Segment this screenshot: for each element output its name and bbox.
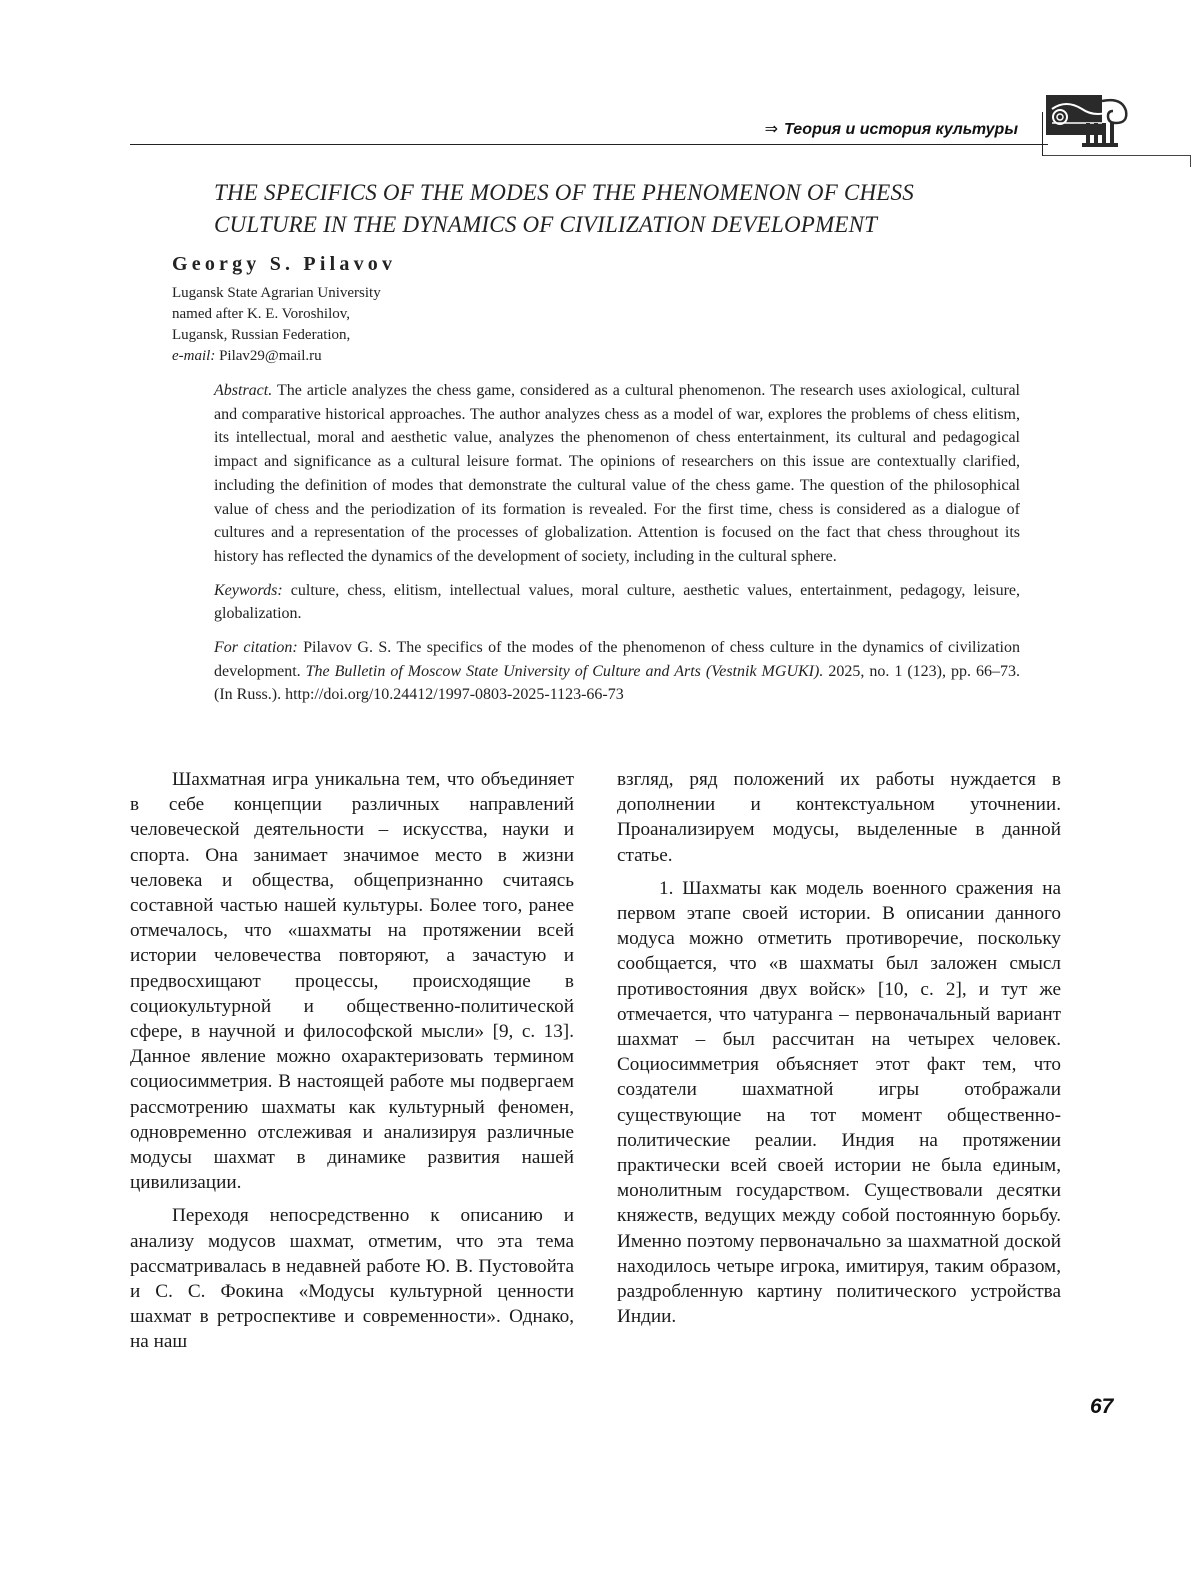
arrow-icon: ⇒ — [764, 121, 779, 138]
citation-text: Pilavov G. S. The specifics of the modes of the phenomenon of chess culture in the dynamics of civilization development. — [214, 639, 1020, 680]
keywords-text: culture, chess, elitism, intellectual values, moral culture, aesthetic values, entertainment, pedagogy, leisure, globalization. — [214, 581, 1020, 623]
header-rule-extension — [1043, 155, 1191, 156]
abstract-paragraph — [214, 379, 1020, 569]
body-paragraph: взгляд, ряд положений их работы нуждается в дополнении и контекстуальном уточнении. Проанализируем модусы, выделенные в данной статье. — [617, 769, 1061, 866]
author-affiliation — [172, 283, 572, 367]
title-line-2: CULTURE IN THE DYNAMICS OF CIVILIZATION DEVELOPMENT — [214, 212, 878, 237]
affiliation-line-2: named after K. E. Voroshilov, — [172, 306, 351, 322]
header-rule-tick — [1190, 155, 1191, 167]
section-label: Теория и история культуры — [784, 121, 1018, 138]
email-line — [172, 346, 572, 367]
article-title — [214, 177, 1034, 241]
body-column-left — [130, 767, 574, 1363]
body-column-right — [617, 767, 1061, 1337]
citation-tail: 2025, no. 1 (123), pp. 66–73. (In Russ.). http://doi.org/10.24412/1997-0803-2025-1123-66-73 — [214, 662, 1021, 704]
section-title — [765, 119, 1018, 139]
body-paragraph: 1. Шахматы как модель военного сражения на первом этапе своей истории. В описании данного модуса можно отметить противоречие, поскольку сообщается, что «в шахматы был заложен смысл противостояния двух войск» [10, с. 2], и тут же отмечается, что чатуранга – первоначальный вариант шахмат – был рассчитан на четырех человек. Социосимметрия объясняет этот факт тем, что создатели шахматной игры отображали существующие на тот момент общественно-политические реалии. Индия на протяжении практически всей своей истории не была единым, монолитным государством. Существовали десятки княжеств, ведущих между собой постоянную борьбу. Именно поэтому первоначально за шахматной доской находилось четыре игрока, имитируя, таким образом, раздробленную картину политического устройства Индии. — [617, 877, 1061, 1328]
ionic-column-capital-icon — [1042, 93, 1130, 155]
affiliation-line-1: Lugansk State Agrarian University — [172, 285, 381, 301]
running-header — [130, 110, 1048, 145]
keywords-label: Keywords: — [214, 581, 283, 599]
author-name: Georgy S. Pilavov — [172, 253, 397, 275]
body-paragraph: Шахматная игра уникальна тем, что объединяет в себе концепции различных направлений человеческой деятельности – искусства, науки и спорта. Она занимает значимое место в жизни человека и общества, общепризнанно считаясь составной частью нашей культуры. Более того, ранее отмечалось, что «шахматы на протяжении всей истории человечества повторяют, а зачастую и предвосхищают процессы, происходящие в социокультурной и общественно-политической сфере, в научной и философской мысли» [9, с. 13]. Данное явление можно охарактеризовать термином социосимметрия. В настоящей работе мы подвергаем рассмотрению шахматы как культурный феномен, одновременно отслеживая и анализируя различные модусы шахмат в динамике развития нашей цивилизации. — [130, 769, 574, 1194]
email-address[interactable]: Pilav29@mail.ru — [219, 348, 322, 364]
body-paragraph: Переходя непосредственно к описанию и анализу модусов шахмат, отметим, что эта тема рассматривалась в недавней работе Ю. В. Пустовойта и С. С. Фокина «Модусы культурной ценности шахмат в ретроспективе и современности». Однако, на наш — [130, 1205, 574, 1353]
citation-label: For citation: — [214, 639, 298, 657]
citation-paragraph — [214, 636, 1020, 707]
email-label: e-mail: — [172, 348, 216, 364]
abstract-label: Abstract. — [214, 382, 273, 399]
affiliation-line-3: Lugansk, Russian Federation, — [172, 327, 351, 343]
abstract-text: The article analyzes the chess game, considered as a cultural phenomenon. The research uses axiological, cultural and comparative historical approaches. The author analyzes chess as a model of war, explores the problems of chess elitism, its intellectual, moral and aesthetic value, analyzes the phenomenon of chess entertainment, its cultural and pedagogical impact and significance as a cultural leisure format. The opinions of researchers on this issue are contextually clarified, including the definition of modes that demonstrate the cultural value of the chess game. The question of the philosophical value of chess and the periodization of its formation is revealed. For the first time, chess is considered as a dialogue of cultures and a representation of the processes of globalization. Attention is focused on the fact that chess throughout its history has reflected the dynamics of the development of society, including in the cultural sphere. — [214, 382, 1021, 565]
keywords-paragraph — [214, 579, 1020, 626]
abstract-block — [214, 379, 1020, 717]
citation-journal: The Bulletin of Moscow State University of Culture and Arts (Vestnik MGUKI). — [305, 662, 824, 680]
page-number: 67 — [1090, 1395, 1114, 1418]
title-line-1: THE SPECIFICS OF THE MODES OF THE PHENOMENON OF CHESS — [214, 180, 914, 205]
